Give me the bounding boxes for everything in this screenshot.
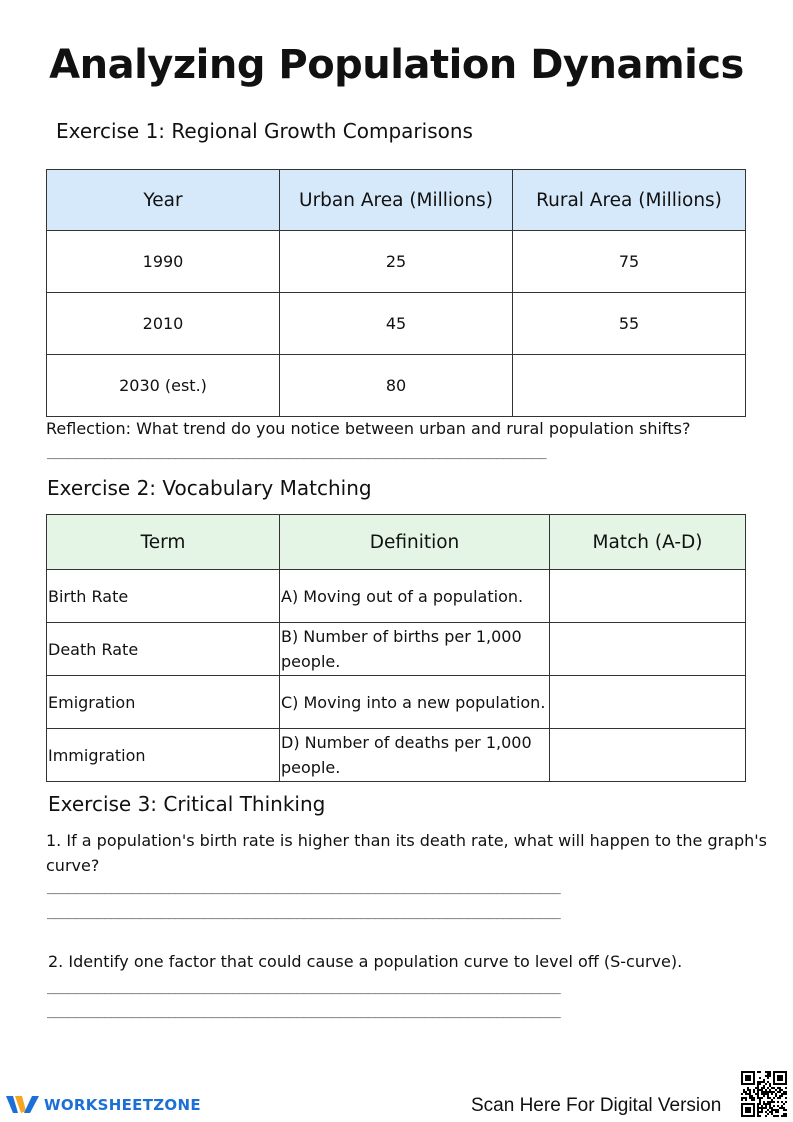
answer-line[interactable]: ________________________________________________________________________: [47, 1004, 561, 1019]
table-row: [47, 676, 746, 729]
question-2: 2. Identify one factor that could cause a population curve to level off (S-curve).: [48, 952, 683, 971]
answer-line[interactable]: ________________________________________________________________________: [47, 880, 561, 895]
table-row: [47, 231, 746, 293]
cell-rural-blank[interactable]: [513, 355, 746, 417]
header-year: Year: [47, 170, 280, 231]
answer-line[interactable]: ________________________________________________________________________: [47, 905, 561, 920]
table-row: [47, 623, 746, 676]
vocabulary-table: [46, 514, 746, 782]
question-1: 1. If a population's birth rate is higher than its death rate, what will happen to the graph's curve?: [46, 831, 768, 875]
table-row: [47, 355, 746, 417]
cell-year: 2030 (est.): [47, 355, 280, 417]
cell-year: 2010: [47, 293, 280, 355]
header-term: Term: [47, 515, 280, 570]
table-row: [47, 570, 746, 623]
worksheetzone-logo[interactable]: [6, 1093, 201, 1117]
exercise1-heading: Exercise 1: Regional Growth Comparisons: [56, 119, 473, 143]
header-rural: Rural Area (Millions): [513, 170, 746, 231]
cell-term: Immigration: [47, 729, 280, 782]
table-header-row: [47, 170, 746, 231]
cell-rural: 55: [513, 293, 746, 355]
cell-rural: 75: [513, 231, 746, 293]
header-definition: Definition: [280, 515, 550, 570]
cell-urban: 80: [280, 355, 513, 417]
cell-year: 1990: [47, 231, 280, 293]
cell-definition: A) Moving out of a population.: [280, 570, 550, 623]
header-urban: Urban Area (Millions): [280, 170, 513, 231]
cell-match[interactable]: [550, 729, 746, 782]
logo-text: WORKSHEETZONE: [44, 1096, 201, 1114]
cell-match[interactable]: [550, 623, 746, 676]
exercise3-heading: Exercise 3: Critical Thinking: [48, 792, 326, 816]
scan-caption: Scan Here For Digital Version: [471, 1095, 722, 1116]
table-row: [47, 729, 746, 782]
cell-urban: 45: [280, 293, 513, 355]
page-title: Analyzing Population Dynamics: [49, 42, 744, 88]
header-match: Match (A-D): [550, 515, 746, 570]
answer-line[interactable]: ______________________________________________________________________: [47, 445, 546, 460]
table-row: [47, 293, 746, 355]
table-header-row: [47, 515, 746, 570]
w-logo-icon: [6, 1093, 40, 1117]
cell-match[interactable]: [550, 570, 746, 623]
cell-definition: B) Number of births per 1,000 people.: [280, 623, 550, 676]
answer-line[interactable]: ________________________________________________________________________: [47, 980, 561, 995]
cell-term: Death Rate: [47, 623, 280, 676]
exercise2-heading: Exercise 2: Vocabulary Matching: [47, 476, 372, 500]
qr-code-icon[interactable]: [741, 1071, 787, 1117]
cell-match[interactable]: [550, 676, 746, 729]
growth-table: [46, 169, 746, 417]
cell-term: Emigration: [47, 676, 280, 729]
cell-urban: 25: [280, 231, 513, 293]
cell-term: Birth Rate: [47, 570, 280, 623]
cell-definition: C) Moving into a new population.: [280, 676, 550, 729]
cell-definition: D) Number of deaths per 1,000 people.: [280, 729, 550, 782]
reflection-question: Reflection: What trend do you notice between urban and rural population shifts?: [46, 419, 691, 438]
